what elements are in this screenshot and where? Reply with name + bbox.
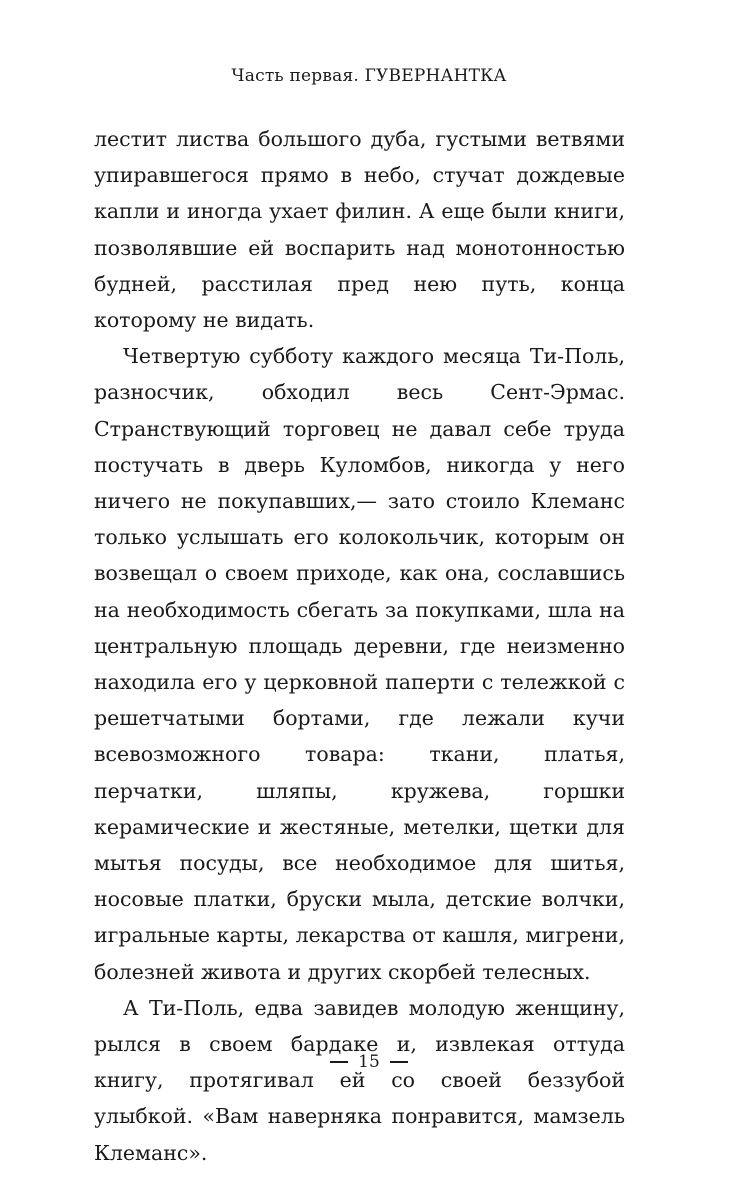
page-number: 15 bbox=[358, 1052, 380, 1072]
folio-dash-right bbox=[390, 1061, 408, 1063]
paragraph-book-offer: А Ти-Поль, едва завидев молодую женщину, рылся в своем бардаке и, извлекая оттуда книгу, протягивал ей со своей беззубой улыбкой. «Вам наверняка понравится, мамзель Клеманс». bbox=[94, 995, 625, 1165]
running-head: Часть первая. ГУВЕРНАНТКА bbox=[231, 66, 507, 86]
page-folio bbox=[0, 1052, 738, 1072]
paragraph-ti-paul: Четвертую субботу каждого месяца Ти-Поль, разносчик, обходил весь Сент-Эрмас. Странствующий торговец не давал себе труда постучать в дверь Куломбов, никогда у него ничего не покупавших,— зато стоило Клеманс только услышать его колокольчик, которым он возвещал о своем приходе, как она, сославшись на необходимость сбегать за покупками, шла на центральную площадь деревни, где неизменно находила его у церковной паперти с тележкой с решетчатыми бортами, где лежали кучи всевозможного товара: ткани, платья, перчатки, шляпы, кружева, горшки керамические и жестяные, метелки, щетки для мытья посуды, все необходимое для шитья, носовые платки, бруски мыла, детские волчки, игральные карты, лекарства от кашля, мигрени, болезней живота и других скорбей телесных. bbox=[94, 344, 625, 984]
body-text bbox=[94, 121, 625, 1171]
paragraph-continuation: лестит листва большого дуба, густыми ветвями упиравшегося прямо в небо, стучат дождевые капли и иногда ухает филин. А еще были книги, позволявшие ей воспарить над монотонностью будней, расстилая пред нею путь, конца которому не видать. bbox=[94, 127, 625, 333]
folio-dash-left bbox=[330, 1061, 348, 1063]
